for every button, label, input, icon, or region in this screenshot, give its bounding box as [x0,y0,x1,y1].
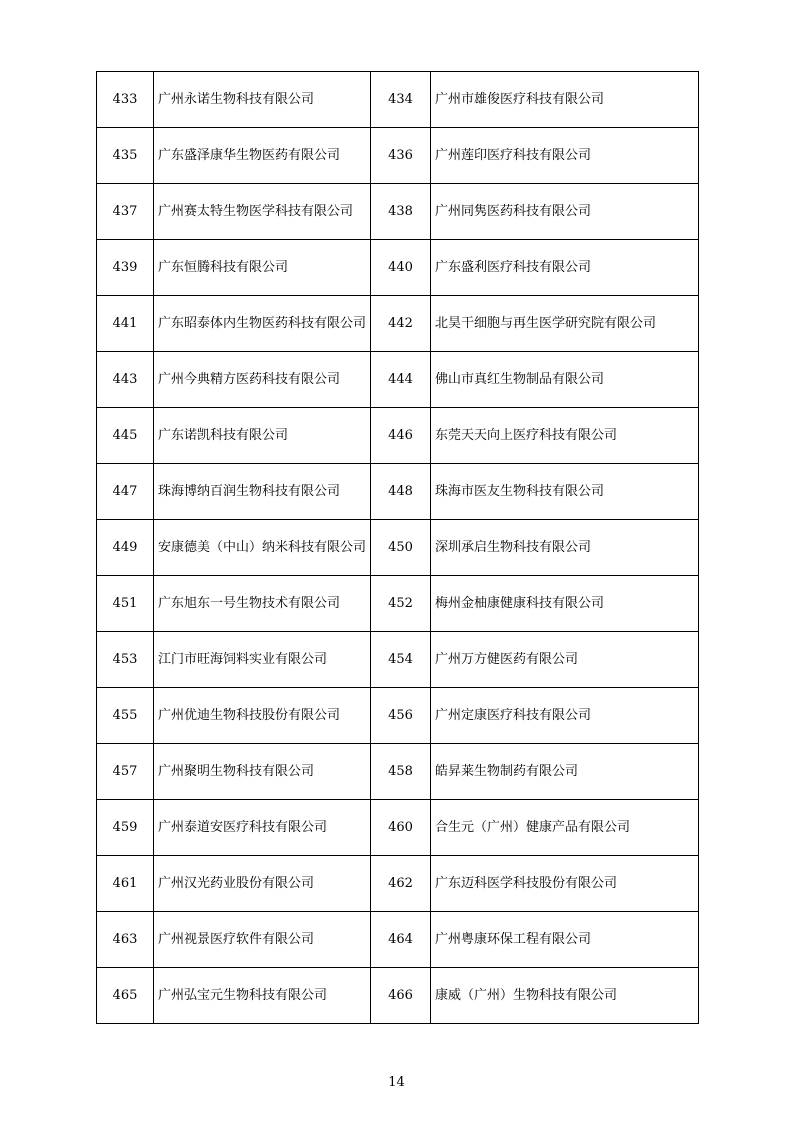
company-name-right: 广东迈科医学科技股份有限公司 [431,856,699,912]
entry-number-right: 442 [371,296,431,352]
entry-number-left: 443 [97,352,154,408]
entry-number-right: 452 [371,576,431,632]
company-name-right: 深圳承启生物科技有限公司 [431,520,699,576]
company-name-left: 广州赛太特生物医学科技有限公司 [154,184,371,240]
entry-number-right: 444 [371,352,431,408]
entry-number-right: 434 [371,72,431,128]
table-row [97,520,699,576]
table-body [97,72,699,1024]
company-name-right: 广州定康医疗科技有限公司 [431,688,699,744]
company-name-right: 梅州金柚康健康科技有限公司 [431,576,699,632]
company-name-left: 广州优迪生物科技股份有限公司 [154,688,371,744]
company-name-left: 广东昭泰体内生物医药科技有限公司 [154,296,371,352]
entry-number-right: 440 [371,240,431,296]
entry-number-right: 448 [371,464,431,520]
entry-number-left: 461 [97,856,154,912]
table-row [97,184,699,240]
table-row [97,968,699,1024]
entry-number-right: 446 [371,408,431,464]
company-name-left: 广东盛泽康华生物医药有限公司 [154,128,371,184]
entry-number-left: 463 [97,912,154,968]
company-name-left: 广州今典精方医药科技有限公司 [154,352,371,408]
company-name-left: 广州聚明生物科技有限公司 [154,744,371,800]
company-name-left: 广州泰道安医疗科技有限公司 [154,800,371,856]
table-row [97,632,699,688]
entry-number-right: 458 [371,744,431,800]
entry-number-right: 466 [371,968,431,1024]
entry-number-left: 465 [97,968,154,1024]
table-row [97,240,699,296]
company-name-right: 广州粤康环保工程有限公司 [431,912,699,968]
company-name-right: 广东盛利医疗科技有限公司 [431,240,699,296]
company-name-right: 广州市雄俊医疗科技有限公司 [431,72,699,128]
company-name-left: 安康德美（中山）纳米科技有限公司 [154,520,371,576]
table-row [97,464,699,520]
entry-number-right: 450 [371,520,431,576]
entry-number-left: 439 [97,240,154,296]
table-row [97,912,699,968]
entry-number-left: 449 [97,520,154,576]
company-name-left: 广州弘宝元生物科技有限公司 [154,968,371,1024]
table-row [97,408,699,464]
entry-number-right: 436 [371,128,431,184]
company-name-left: 广州视景医疗软件有限公司 [154,912,371,968]
entry-number-right: 438 [371,184,431,240]
company-name-left: 广东旭东一号生物技术有限公司 [154,576,371,632]
table-row [97,688,699,744]
table-row [97,800,699,856]
company-name-left: 广州永诺生物科技有限公司 [154,72,371,128]
company-name-right: 佛山市真红生物制品有限公司 [431,352,699,408]
page-number: 14 [388,1075,405,1090]
company-name-left: 广东恒腾科技有限公司 [154,240,371,296]
table-row [97,744,699,800]
company-name-left: 珠海博纳百润生物科技有限公司 [154,464,371,520]
table-row [97,296,699,352]
entry-number-left: 445 [97,408,154,464]
table-row [97,576,699,632]
entry-number-right: 464 [371,912,431,968]
entry-number-left: 459 [97,800,154,856]
entry-number-left: 433 [97,72,154,128]
table-row [97,72,699,128]
company-name-right: 广州同隽医药科技有限公司 [431,184,699,240]
entry-number-left: 453 [97,632,154,688]
entry-number-left: 451 [97,576,154,632]
company-name-left: 广州汉光药业股份有限公司 [154,856,371,912]
company-name-right: 广州莲印医疗科技有限公司 [431,128,699,184]
entry-number-left: 437 [97,184,154,240]
company-name-right: 东莞天天向上医疗科技有限公司 [431,408,699,464]
entry-number-right: 454 [371,632,431,688]
company-list-table [96,71,699,1024]
table-row [97,352,699,408]
company-name-left: 广东诺凯科技有限公司 [154,408,371,464]
entry-number-left: 435 [97,128,154,184]
entry-number-right: 460 [371,800,431,856]
entry-number-right: 456 [371,688,431,744]
company-name-right: 北昊干细胞与再生医学研究院有限公司 [431,296,699,352]
company-name-right: 康威（广州）生物科技有限公司 [431,968,699,1024]
company-name-right: 珠海市医友生物科技有限公司 [431,464,699,520]
table-row [97,856,699,912]
entry-number-left: 441 [97,296,154,352]
entry-number-left: 457 [97,744,154,800]
company-name-left: 江门市旺海饲料实业有限公司 [154,632,371,688]
table-row [97,128,699,184]
entry-number-left: 455 [97,688,154,744]
company-name-right: 合生元（广州）健康产品有限公司 [431,800,699,856]
company-name-right: 皓昇莱生物制药有限公司 [431,744,699,800]
company-name-right: 广州万方健医药有限公司 [431,632,699,688]
entry-number-right: 462 [371,856,431,912]
entry-number-left: 447 [97,464,154,520]
